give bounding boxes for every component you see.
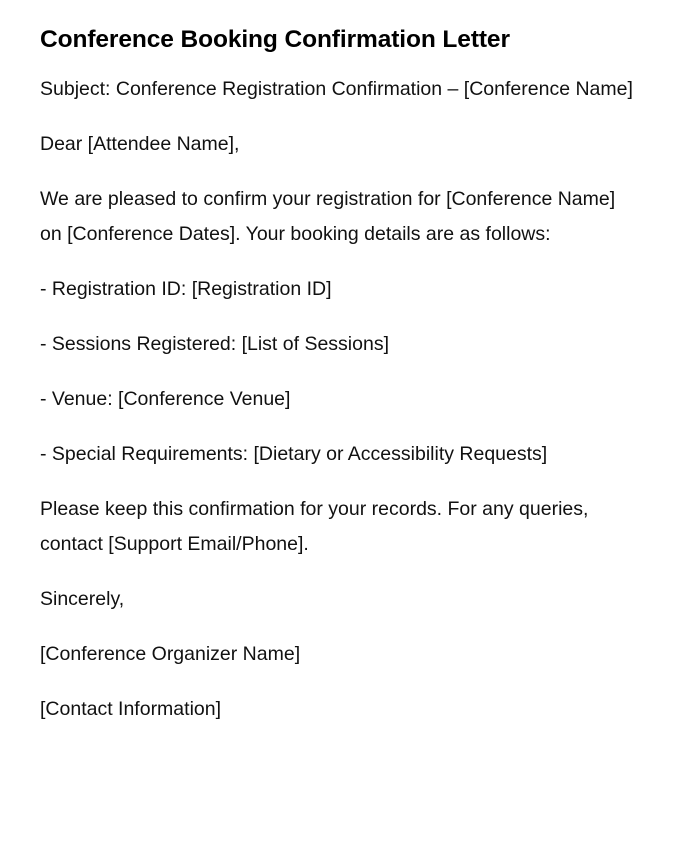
detail-special-requirements: - Special Requirements: [Dietary or Accessibility Requests] xyxy=(40,443,548,465)
letter-subject: Subject: Conference Registration Confirmation – [Conference Name] xyxy=(40,78,633,100)
letter-contact: [Contact Information] xyxy=(40,698,222,720)
detail-sessions: - Sessions Registered: [List of Sessions] xyxy=(40,333,389,355)
letter-document xyxy=(40,22,640,747)
letter-intro: We are pleased to confirm your registration for [Conference Name] on [Conference Dates]. Your booking details are as follows: xyxy=(40,188,616,245)
letter-organizer: [Conference Organizer Name] xyxy=(40,643,301,665)
detail-venue: - Venue: [Conference Venue] xyxy=(40,388,291,410)
letter-title: Conference Booking Confirmation Letter xyxy=(40,26,510,53)
detail-registration-id: - Registration ID: [Registration ID] xyxy=(40,278,332,300)
letter-salutation: Dear [Attendee Name], xyxy=(40,133,240,155)
letter-sign-off: Sincerely, xyxy=(40,588,125,610)
letter-closing-note: Please keep this confirmation for your records. For any queries, contact [Support Email/Phone]. xyxy=(40,498,589,555)
